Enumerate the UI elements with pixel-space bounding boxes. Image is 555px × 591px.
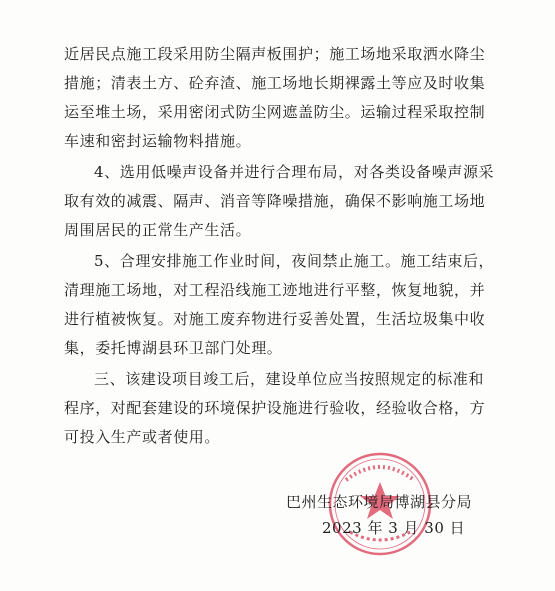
text-line-5: 4、选用低噪声设备并进行合理布局，对各类设备噪声源采: [94, 163, 495, 181]
text-line-2: 措施；清表土方、砼弃渣、施工场地长期裸露土等应及时收集: [64, 74, 486, 92]
text-line-7: 周围居民的正常生产生活。: [64, 221, 252, 239]
issuing-organization: 巴州生态环境局博湖县分局: [286, 493, 473, 511]
text-line-14: 可投入生产或者使用。: [64, 428, 221, 446]
text-line-11: 集，委托博湖县环卫部门处理。: [64, 339, 283, 357]
text-line-1: 近居民点施工段采用防尘隔声板围护；施工场地采取洒水降尘: [64, 45, 486, 63]
text-line-13: 程序，对配套建设的环境保护设施进行验收，经验收合格，方: [64, 399, 486, 417]
text-line-3: 运至堆土场，采用密闭式防尘网遮盖防尘。运输过程采取控制: [64, 103, 486, 121]
issue-date: 2023 年 3 月 30 日: [322, 519, 466, 537]
text-line-8: 5、合理安排施工作业时间，夜间禁止施工。施工结束后，: [94, 252, 495, 270]
text-line-4: 车速和密封运输物料措施。: [64, 132, 252, 150]
text-line-12: 三、该建设项目竣工后，建设单位应当按照规定的标准和: [94, 370, 485, 388]
text-line-9: 清理施工场地，对工程沿线施工迹地进行平整，恢复地貌，并: [64, 281, 486, 299]
text-line-10: 进行植被恢复。对施工废弃物进行妥善处置，生活垃圾集中收: [64, 310, 486, 328]
text-line-6: 取有效的减震、隔声、消音等降噪措施，确保不影响施工场地: [64, 192, 486, 210]
